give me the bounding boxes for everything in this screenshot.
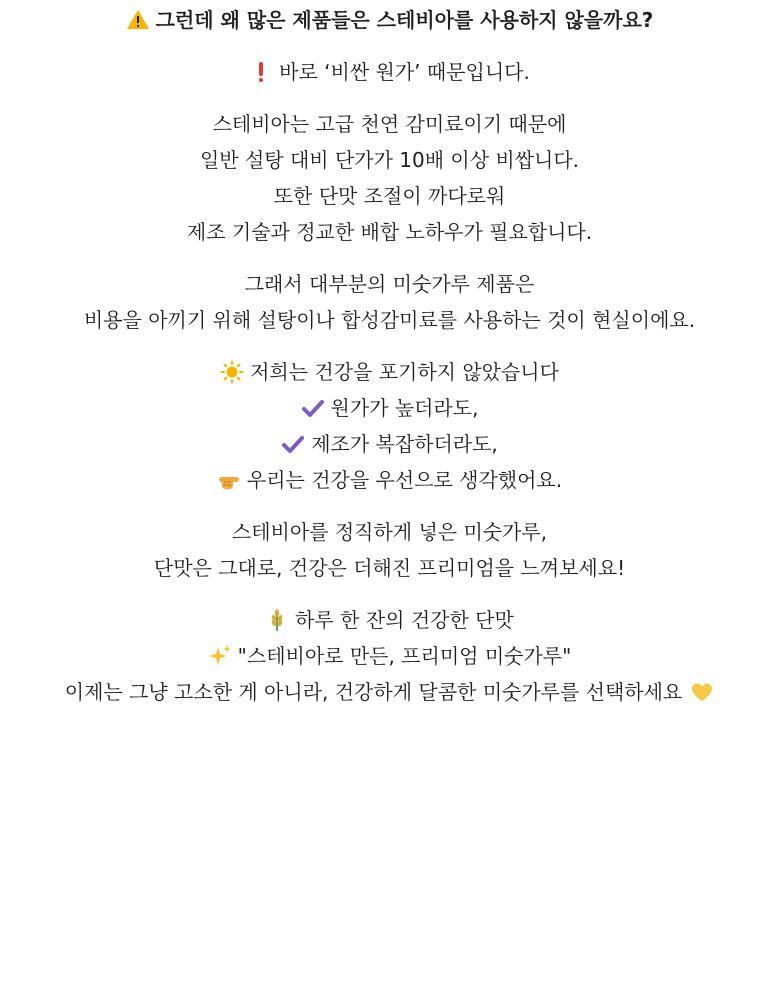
- paragraph-commitment: [0, 354, 779, 498]
- exclamation-icon: [249, 60, 273, 84]
- commitment-line-2: [0, 390, 779, 426]
- paragraph-cost-line-3: 또한 단맛 조절이 까다로워: [273, 184, 506, 208]
- paragraph-reality: [0, 266, 779, 338]
- commitment-line-1: [0, 354, 779, 390]
- paragraph-honest-line-1: 스테비아를 정직하게 넣은 미숫가루,: [231, 520, 548, 544]
- sun-icon: [220, 360, 244, 384]
- sparkles-icon: [208, 644, 232, 668]
- commitment-line-4: [0, 462, 779, 498]
- closing-text-3: 이제는 그냥 고소한 게 아니라, 건강하게 달콤한 미숫가루를 선택하세요: [64, 680, 683, 704]
- paragraph-cost-line-1: 스테비아는 고급 천연 감미료이기 때문에: [212, 112, 567, 136]
- yellow-heart-icon: [690, 680, 714, 704]
- closing-text-1: 하루 한 잔의 건강한 단맛: [295, 608, 514, 632]
- page: [0, 2, 779, 999]
- reason-block: [0, 54, 779, 90]
- heading: [0, 2, 779, 38]
- paragraph-cost-line-2: 일반 설탕 대비 단가가 10배 이상 비쌉니다.: [199, 148, 580, 172]
- commitment-text-1: 저희는 건강을 포기하지 않았습니다: [250, 360, 559, 384]
- closing-line-1: [0, 602, 779, 638]
- paragraph-reality-line-1: 그래서 대부분의 미숫가루 제품은: [244, 272, 535, 296]
- warning-icon: [126, 8, 150, 32]
- commitment-text-3: 제조가 복잡하더라도,: [311, 432, 498, 456]
- paragraph-cost-line-4: 제조 기술과 정교한 배합 노하우가 필요합니다.: [186, 220, 593, 244]
- closing-line-2: [0, 638, 779, 674]
- closing-line-3: [0, 674, 779, 710]
- paragraph-closing: [0, 602, 779, 710]
- commitment-line-3: [0, 426, 779, 462]
- paragraph-reality-line-2: 비용을 아끼기 위해 설탕이나 합성감미료를 사용하는 것이 현실이에요.: [83, 308, 696, 332]
- heading-text: 그런데 왜 많은 제품들은 스테비아를 사용하지 않을까요?: [155, 8, 654, 32]
- paragraph-honest: [0, 514, 779, 586]
- commitment-text-4: 우리는 건강을 우선으로 생각했어요.: [246, 468, 563, 492]
- grain-icon: [265, 608, 289, 632]
- paragraph-cost: [0, 106, 779, 250]
- pointing-hand-icon: [217, 468, 241, 492]
- checkmark-icon: [281, 432, 305, 456]
- commitment-text-2: 원가가 높더라도,: [330, 396, 479, 420]
- heading-block: [0, 2, 779, 38]
- paragraph-honest-line-2: 단맛은 그대로, 건강은 더해진 프리미엄을 느껴보세요!: [153, 556, 626, 580]
- closing-text-2: "스테비아로 만든, 프리미엄 미숫가루": [237, 644, 572, 668]
- reason-text: 바로 ‘비싼 원가’ 때문입니다.: [279, 60, 530, 84]
- reason-line: [0, 54, 779, 90]
- checkmark-icon: [301, 396, 325, 420]
